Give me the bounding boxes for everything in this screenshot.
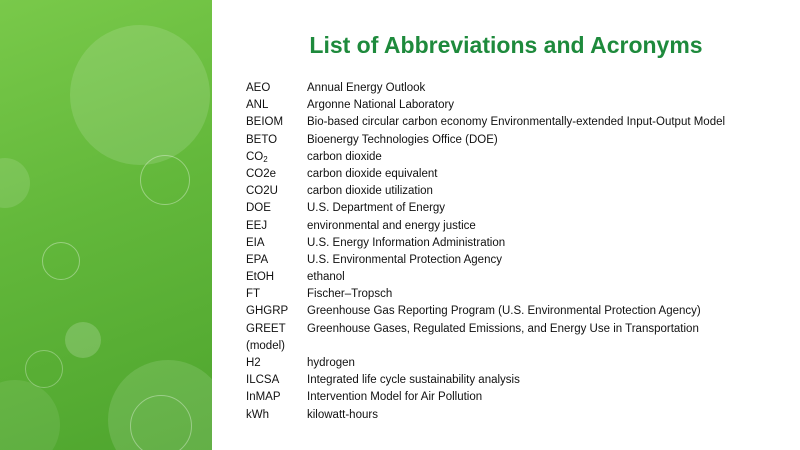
abbreviation-term: ILCSA: [246, 374, 280, 387]
abbreviation-row: [246, 286, 786, 303]
abbreviation-term: GREET: [246, 322, 286, 335]
abbreviation-definition: hydrogen: [307, 357, 355, 369]
abbreviation-row: [246, 97, 786, 114]
slide-title: List of Abbreviations and Acronyms: [309, 32, 703, 58]
abbreviation-definition: Argonne National Laboratory: [307, 99, 455, 112]
abbreviation-row: [246, 149, 786, 166]
decorative-circle: [65, 322, 101, 358]
abbreviation-row: [246, 407, 786, 424]
abbreviation-term: (model): [246, 339, 285, 352]
abbreviation-term: kWh: [246, 408, 269, 421]
abbreviation-term: DOE: [246, 202, 271, 215]
abbreviation-definition: Integrated life cycle sustainability analysis: [307, 374, 520, 387]
decorative-sidebar: [0, 0, 212, 450]
abbreviation-row: [246, 183, 786, 200]
abbreviation-definition: Greenhouse Gases, Regulated Emissions, and Energy Use in Transportation: [307, 322, 699, 335]
abbreviation-definition: carbon dioxide utilization: [307, 185, 433, 198]
abbreviation-row: [246, 372, 786, 389]
abbreviation-term: EEJ: [246, 219, 268, 232]
abbreviation-term: $CO_2$: [246, 150, 268, 164]
abbreviation-row: [246, 355, 786, 372]
abbreviation-term: BETO: [246, 133, 278, 146]
abbreviation-term: ANL: [246, 99, 269, 112]
abbreviation-term: BEIOM: [246, 116, 284, 129]
decorative-circle: [0, 380, 60, 450]
abbreviation-definition: U.S. Energy Information Administration: [307, 236, 506, 249]
abbreviation-row: [246, 80, 786, 97]
abbreviation-row: [246, 200, 786, 217]
abbreviation-definition: kilowatt-hours: [307, 408, 378, 421]
abbreviation-row: [246, 166, 786, 183]
abbreviation-row: [246, 338, 786, 355]
abbreviation-term: InMAP: [246, 391, 281, 404]
abbreviation-term: EtOH: [246, 271, 275, 284]
abbreviation-term: CO2U: [246, 185, 278, 198]
abbreviation-term: AEO: [246, 82, 271, 94]
abbreviation-definition: U.S. Environmental Protection Agency: [307, 253, 502, 266]
abbreviation-definition: environmental and energy justice: [307, 219, 476, 232]
decorative-circle: [70, 25, 210, 165]
abbreviation-definition: carbon dioxide equivalent: [307, 167, 438, 180]
decorative-circle: [140, 155, 190, 205]
abbreviation-term: EIA: [246, 236, 265, 249]
abbreviation-term: CO2e: [246, 167, 277, 180]
abbreviation-row: [246, 235, 786, 252]
abbreviation-definition: [307, 338, 786, 355]
abbreviation-definition: Bioenergy Technologies Office (DOE): [307, 133, 498, 146]
abbreviation-row: [246, 218, 786, 235]
abbreviation-row: [246, 303, 786, 320]
abbreviation-row: [246, 321, 786, 338]
abbreviation-term: EPA: [246, 253, 269, 266]
abbreviation-definition: carbon dioxide: [307, 150, 382, 163]
abbreviation-row: [246, 114, 786, 131]
decorative-circle: [0, 158, 30, 208]
abbreviation-row: [246, 132, 786, 149]
abbreviation-list: [246, 80, 786, 424]
abbreviation-definition: Fischer–Tropsch: [307, 288, 393, 301]
abbreviation-term: FT: [246, 288, 261, 301]
decorative-circle: [130, 395, 192, 450]
abbreviation-term: H2: [246, 357, 261, 369]
abbreviation-term: GHGRP: [246, 305, 289, 318]
abbreviation-row: [246, 389, 786, 406]
abbreviation-definition: ethanol: [307, 271, 345, 284]
abbreviation-row: [246, 252, 786, 269]
abbreviation-definition: Annual Energy Outlook: [307, 82, 426, 94]
abbreviation-definition: Bio-based circular carbon economy Environmentally-extended Input-Output Model: [307, 116, 726, 129]
abbreviation-definition: Greenhouse Gas Reporting Program (U.S. Environmental Protection Agency): [307, 305, 701, 318]
abbreviation-row: [246, 269, 786, 286]
decorative-circle: [42, 242, 80, 280]
abbreviation-definition: Intervention Model for Air Pollution: [307, 391, 483, 404]
abbreviation-definition: U.S. Department of Energy: [307, 202, 446, 215]
